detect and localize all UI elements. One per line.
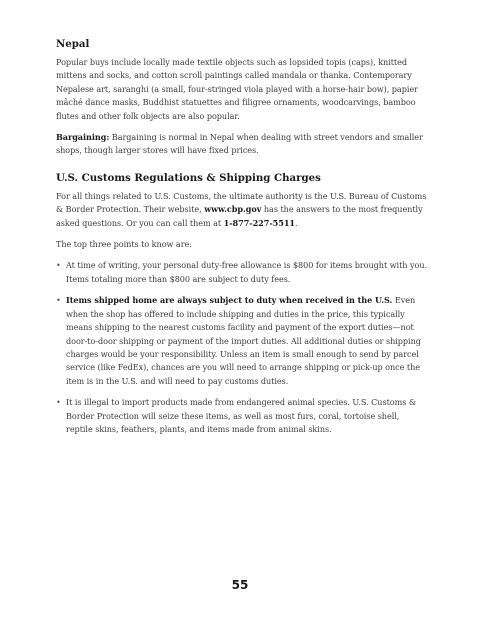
- cbp-website-link[interactable]: www.cbp.gov: [204, 204, 262, 215]
- list-item: [56, 396, 428, 436]
- bullet-icon: •: [56, 260, 61, 271]
- customs-intro-text: For all things related to U.S. Customs, the ultimate authority is the U.S. Bureau of Customs & Border Protection. Their website,: [56, 190, 427, 215]
- bargaining-paragraph: [56, 131, 428, 158]
- bargaining-text: Bargaining is normal in Nepal when dealing with street vendors and smaller shops, though larger stores will have fixed prices.: [56, 132, 423, 156]
- customs-heading: U.S. Customs Regulations & Shipping Charges: [56, 171, 321, 184]
- bullet-icon: •: [56, 397, 61, 408]
- point-text: Even when the shop has offered to include shipping and duties in the price, this typically means shipping to the nearest customs facility and payment of the export duties—not door-to-door shipping or payment of the import duties. All additional duties or shipping charges would be your responsibility. Unless an item is small enough to send by parcel service (like FedEx), chances are you will need to arrange shipping or pick-up once the item is in the U.S. and will need to pay customs duties.: [66, 295, 421, 386]
- customs-intro-text-2: has the answers to the most frequently asked questions. Or you can call them at: [56, 204, 423, 228]
- cbp-phone-number: 1-877-227-5511: [223, 217, 295, 228]
- page-content: [56, 38, 428, 444]
- bullet-icon: •: [56, 295, 61, 306]
- list-item: [56, 259, 428, 286]
- list-item: [56, 294, 428, 388]
- page-number: 55: [231, 578, 249, 592]
- point-text: At time of writing, your personal duty-free allowance is $800 for items brought with you. Items totaling more than $800 are subject to duty fees.: [66, 260, 428, 284]
- point-bold-text: Items shipped home are always subject to duty when received in the U.S.: [66, 295, 393, 306]
- customs-intro-paragraph: [56, 190, 428, 230]
- customs-points-list: [56, 259, 428, 436]
- point-text: It is illegal to import products made from endangered animal species. U.S. Customs & Border Protection will seize these items, as well as most furs, coral, tortoise shell, reptile skins, feathers, plants, and items made from animal skins.: [66, 397, 417, 434]
- bargaining-label: Bargaining:: [56, 132, 110, 143]
- nepal-heading: Nepal: [56, 38, 90, 50]
- top-three-intro: The top three points to know are:: [56, 239, 192, 250]
- customs-intro-end: .: [294, 217, 298, 228]
- nepal-paragraph: Popular buys include locally made textile objects such as lopsided topis (caps), knitted mittens and socks, and cotton scroll paintings called mandala or thanka. Contemporary Nepalese art, saranghi (a small, four-stringed viola played with a horse-hair bow), papier mâché dance masks, Buddhist statuettes and filigree ornaments, woodcarvings, bamboo flutes and other folk objects are also popular.: [56, 57, 418, 121]
